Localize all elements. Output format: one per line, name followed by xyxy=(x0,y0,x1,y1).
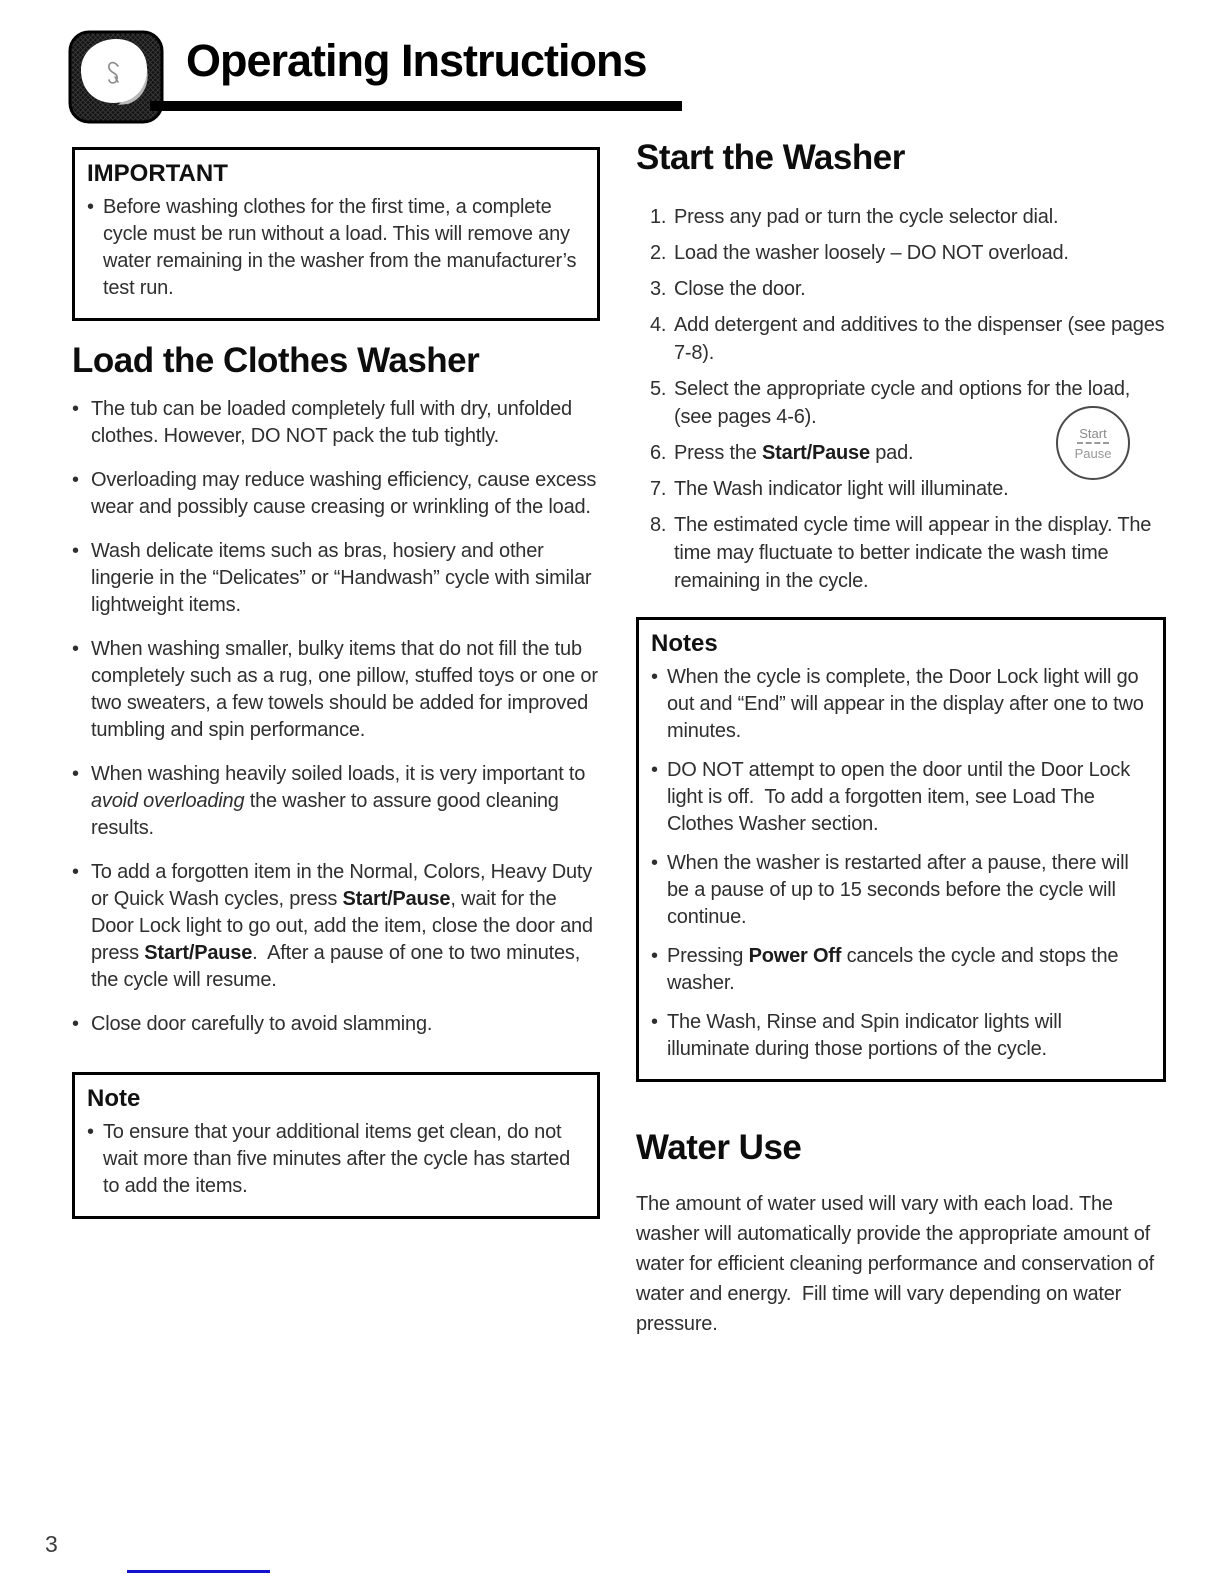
bullet-marker: • xyxy=(651,758,658,781)
bullet-marker: • xyxy=(651,665,658,688)
step-number: 1. xyxy=(650,205,667,228)
notes-item xyxy=(651,664,1149,745)
important-box xyxy=(72,147,600,321)
bullet-marker: • xyxy=(651,944,658,967)
step-text: Add detergent and additives to the dispenser (see pages 7-8). xyxy=(674,313,1170,364)
bullet-marker: • xyxy=(87,196,94,218)
notes-box xyxy=(636,617,1166,1082)
notes-item-text: When the washer is restarted after a pause, there will be a pause of up to 15 seconds before the cycle will continue. xyxy=(667,851,1135,928)
page-number: 3 xyxy=(45,1531,58,1557)
step-text: The estimated cycle time will appear in the display. The time may fluctuate to better indicate the wash time remaining in the cycle. xyxy=(674,513,1157,592)
note-box-items xyxy=(87,1119,583,1200)
bullet-item xyxy=(72,396,600,450)
bullet-marker: • xyxy=(72,637,79,660)
bullet-text: The tub can be loaded completely full with dry, unfolded clothes. However, DO NOT pack the tub tightly. xyxy=(91,397,578,447)
start-pause-pad-start-label: Start xyxy=(1077,426,1108,444)
step-text: Press the Start/Pause pad. xyxy=(674,441,914,464)
load-bullet-list xyxy=(72,396,604,1038)
right-column xyxy=(636,138,1170,1339)
step-text: Press any pad or turn the cycle selector dial. xyxy=(674,205,1059,228)
section-title-start: Start the Washer xyxy=(636,138,905,177)
bullet-item xyxy=(72,859,600,994)
notes-box-items xyxy=(651,664,1149,1063)
left-column xyxy=(72,147,604,1219)
bullet-item xyxy=(72,1011,600,1038)
bullet-marker: • xyxy=(72,762,79,785)
note-box xyxy=(72,1072,600,1219)
bullet-item xyxy=(72,761,600,842)
bullet-text: Overloading may reduce washing efficiency, cause excess wear and possibly cause creasing or wrinkling of the load. xyxy=(91,468,602,518)
step-item xyxy=(636,511,1166,595)
bullet-text: To add a forgotten item in the Normal, Colors, Heavy Duty or Quick Wash cycles, press Start/Pause, wait for the Door Lock light to go out, add the item, close the door and press Start/Pause. After a pause of one to two minutes, the cycle will resume. xyxy=(91,860,599,991)
note-item-text: To ensure that your additional items get clean, do not wait more than five minutes after the cycle has started to add the items. xyxy=(103,1120,576,1197)
note-box-title: Note xyxy=(87,1084,141,1112)
step-text: The Wash indicator light will illuminate. xyxy=(674,477,1009,500)
notes-item-text: When the cycle is complete, the Door Lock light will go out and “End” will appear in the display after one to two minutes. xyxy=(667,665,1150,742)
section-title-water: Water Use xyxy=(636,1127,802,1167)
step-number: 3. xyxy=(650,277,667,300)
bullet-text: Wash delicate items such as bras, hosiery and other lingerie in the “Delicates” or “Handwash” cycle with similar lightweight items. xyxy=(91,539,597,616)
step-number: 4. xyxy=(650,313,667,336)
important-item-text: Before washing clothes for the first time, a complete cycle must be run without a load. This will remove any water remaining in the washer from the manufacturer’s test run. xyxy=(103,196,582,299)
step-item xyxy=(636,275,1166,303)
bullet-text: Close door carefully to avoid slamming. xyxy=(91,1012,433,1035)
important-item xyxy=(87,194,583,302)
bullet-item xyxy=(72,538,600,619)
section-title-load: Load the Clothes Washer xyxy=(72,341,480,380)
step-text: Close the door. xyxy=(674,277,806,300)
bullet-item xyxy=(72,636,604,744)
bullet-item xyxy=(72,467,600,521)
bullet-text: When washing smaller, bulky items that do not fill the tub completely such as a rug, one pillow, stuffed toys or one or two sweaters, a few towels should be added for improved tumbling and spin performance. xyxy=(91,637,604,741)
notes-item-text: The Wash, Rinse and Spin indicator lights will illuminate during those portions of the cycle. xyxy=(667,1010,1068,1060)
step-item xyxy=(636,203,1166,231)
important-box-items xyxy=(87,194,583,302)
page-title: Operating Instructions xyxy=(186,35,647,86)
notes-item-text: DO NOT attempt to open the door until the Door Lock light is off. To add a forgotten item, see Load The Clothes Washer section. xyxy=(667,758,1136,835)
important-box-title: IMPORTANT xyxy=(87,160,228,187)
footer-rule xyxy=(127,1570,270,1573)
notes-item xyxy=(651,943,1149,997)
step-number: 5. xyxy=(650,377,667,400)
step-number: 2. xyxy=(650,241,667,264)
bullet-marker: • xyxy=(72,397,79,420)
notes-item-text: Pressing Power Off cancels the cycle and stops the washer. xyxy=(667,944,1124,994)
step-number: 8. xyxy=(650,513,667,536)
notes-item xyxy=(651,1009,1149,1063)
step-text: Select the appropriate cycle and options for the load, (see pages 4-6). xyxy=(674,377,1136,428)
notes-item xyxy=(651,757,1149,838)
notes-box-title: Notes xyxy=(651,629,718,657)
note-item xyxy=(87,1119,583,1200)
step-text: Load the washer loosely – DO NOT overload. xyxy=(674,241,1069,264)
start-steps-list xyxy=(636,203,1170,595)
bullet-marker: • xyxy=(87,1120,94,1143)
bullet-marker: • xyxy=(72,539,79,562)
step-number: 7. xyxy=(650,477,667,500)
start-pause-pad-illustration xyxy=(1056,406,1130,480)
bullet-marker: • xyxy=(651,1010,658,1033)
start-pause-pad-pause-label: Pause xyxy=(1074,445,1112,461)
bullet-marker: • xyxy=(72,1012,79,1035)
step-item xyxy=(636,311,1170,367)
title-underline xyxy=(150,101,682,111)
step-number: 6. xyxy=(650,441,667,464)
water-use-paragraph: The amount of water used will vary with each load. The washer will automatically provide the appropriate amount of water for efficient cleaning performance and conservation of water and energy. Fill time will vary depending on water pressure. xyxy=(636,1192,1160,1335)
bullet-text: When washing heavily soiled loads, it is very important to avoid overloading the washer to assure good cleaning results. xyxy=(91,762,591,839)
step-item xyxy=(636,239,1166,267)
bullet-marker: • xyxy=(651,851,658,874)
notes-item xyxy=(651,850,1149,931)
bullet-marker: • xyxy=(72,860,79,883)
bullet-marker: • xyxy=(72,468,79,491)
